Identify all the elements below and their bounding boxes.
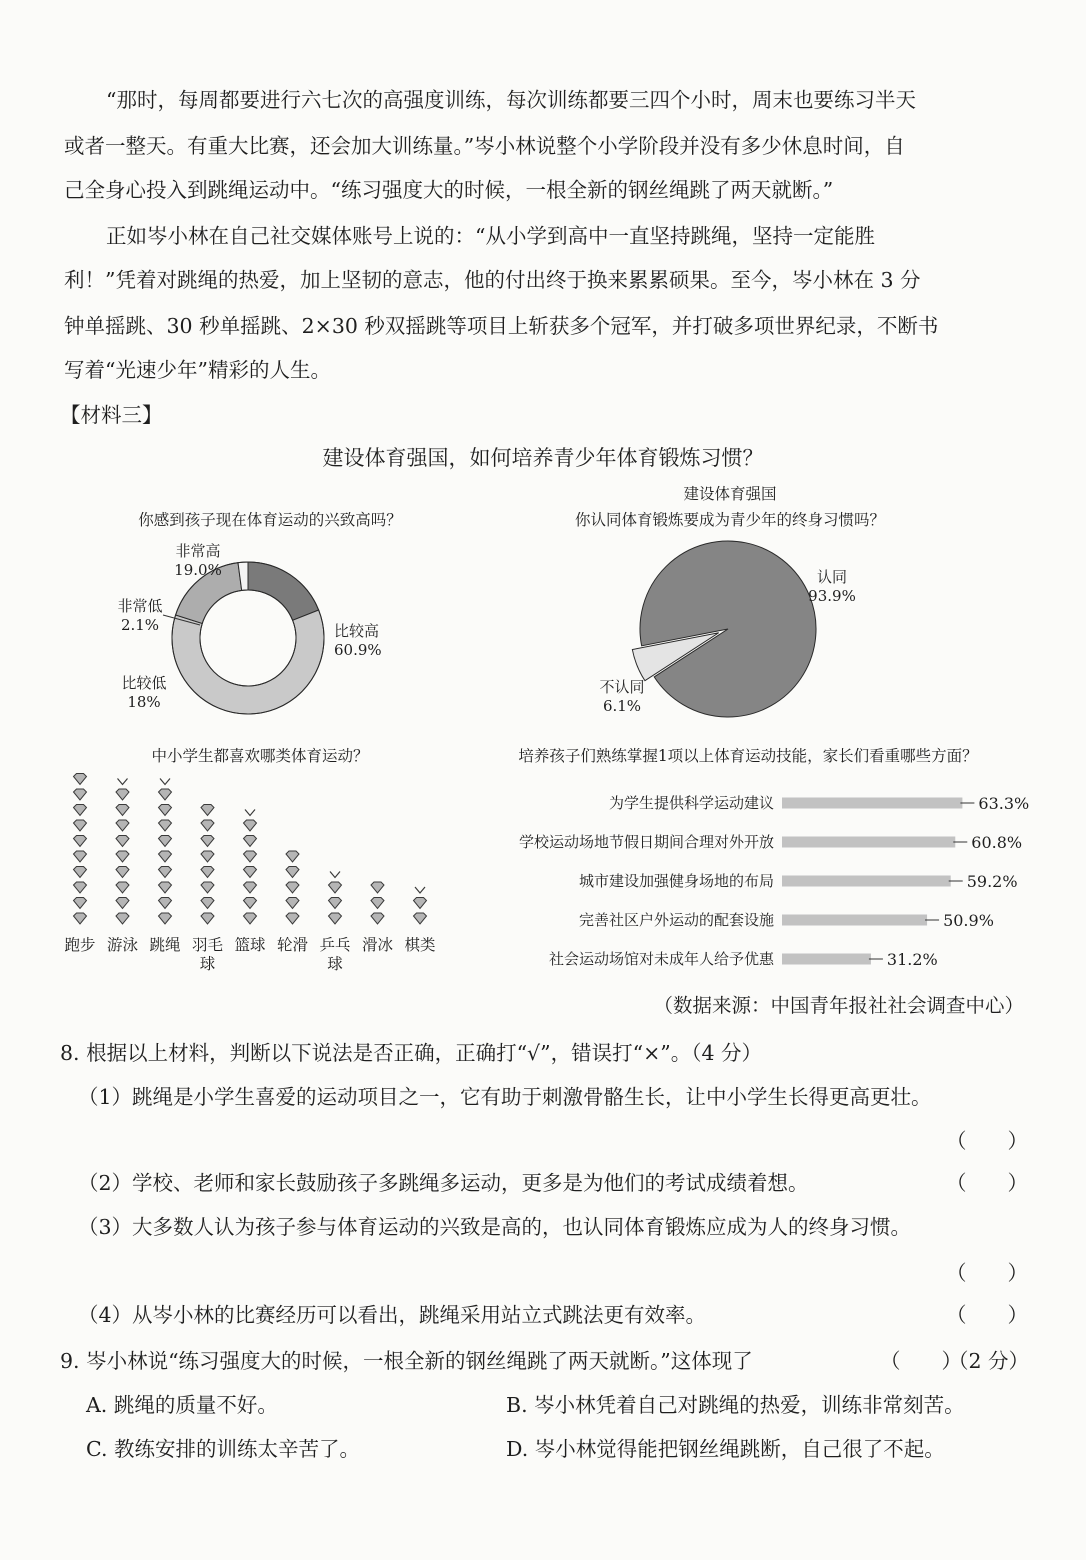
q9-stem: 9. 岑小林说“练习强度大的时候，一根全新的钢丝绳跳了两天就断。”这体现了 [60,1349,753,1373]
hbar-category-label: 城市建设加强健身场地的布局 [578,872,774,890]
hbar-bar [782,954,871,965]
pictogram-icon [74,820,87,831]
pictogram-icon [116,867,129,878]
pictogram-icon [74,851,87,862]
pictogram-category-label: 羽毛 [191,936,224,954]
pie-label-disagree-name: 不认同 [599,678,645,696]
pictogram-icon [371,882,384,893]
q9-option-c[interactable]: C. 教练安排的训练太辛苦了。 [86,1437,360,1461]
pie-header: 建设体育强国 [683,485,777,503]
pictogram-icon [116,805,129,816]
p2-line-1: 正如岑小林在自己社交媒体账号上说的：“从小学到高中一直坚持跳绳，坚持一定能胜 [106,224,875,248]
donut-label-very-high-value: 19.0% [174,561,222,579]
pictogram-icon [201,898,214,909]
pictogram-icon [74,882,87,893]
donut-label-low [114,674,174,712]
pictogram-icon [286,851,299,862]
pictogram-icon [159,867,172,878]
pictogram-category-label: 球 [199,955,216,973]
pictogram-icon [74,805,87,816]
hbar-chart [430,785,1030,970]
donut-label-low-value: 18% [127,693,161,711]
pictogram-icon [159,836,172,847]
pie-label-agree [800,568,864,606]
pictogram-icon [159,851,172,862]
pictogram-icon [159,820,172,831]
pictogram-category-label: 球 [327,955,343,973]
pictogram-icon-partial [330,872,340,878]
pictogram-icon [286,882,299,893]
donut-label-very-low-name: 非常低 [117,597,163,615]
pictogram-icon [201,805,214,816]
donut-slice-1 [172,610,324,714]
donut-label-high-name: 比较高 [334,622,380,640]
hbar-category-label: 社会运动场馆对未成年人给予优惠 [548,950,774,968]
pictogram-icon [286,913,299,924]
infographic-title: 建设体育强国，如何培养青少年体育锻炼习惯？ [322,446,764,470]
pictogram-icon [244,867,257,878]
hbar-value-label: 60.8% [971,833,1023,852]
pictogram-category-label: 游泳 [106,936,139,954]
p1-line-2: 或者一整天。有重大比赛，还会加大训练量。”岑小林说整个小学阶段并没有多少休息时间，自 [64,134,905,158]
pictogram-icon [116,851,129,862]
hbar-value-label: 59.2% [966,872,1018,891]
pie-label-agree-name: 认同 [816,568,847,586]
pictogram-category-label: 跳绳 [149,936,181,954]
pictogram-icon [329,898,342,909]
pictogram-icon-partial [415,887,425,893]
pictogram-icon [116,820,129,831]
donut-label-low-name: 比较低 [121,674,167,692]
donut-label-very-high-name: 非常高 [175,542,221,560]
pictogram-icon [201,882,214,893]
pictogram-icon [201,913,214,924]
pictogram-icon-partial [118,779,128,785]
pictogram-icon [74,913,87,924]
pictogram-icon [244,882,257,893]
pictogram-icon [74,836,87,847]
pictogram-icon [116,789,129,800]
pictogram-category-label: 篮球 [234,936,266,954]
pictogram-category-label: 轮滑 [276,936,309,954]
pictogram-icon [201,867,214,878]
pictogram-icon [371,913,384,924]
pictogram-icon [116,913,129,924]
pictogram-icon [201,820,214,831]
pie-label-disagree-value: 6.1% [602,697,642,715]
q8-item-1: （1）跳绳是小学生喜爱的运动项目之一，它有助于刺激骨骼生长，让中小学生长得更高更壮。 [78,1085,932,1109]
q8-item-3: （3）大多数人认为孩子参与体育运动的兴致是高的，也认同体育锻炼应成为人的终身习惯。 [78,1215,912,1239]
pictogram-icon [74,867,87,878]
q8-item-2-blank[interactable]: （ ） [946,1171,1028,1195]
pictogram-icon-partial [160,779,170,785]
donut-label-high-value: 60.9% [334,641,382,659]
pictogram-icon [159,913,172,924]
donut-label-very-low-value: 2.1% [120,616,160,634]
pictogram-category-label: 棋类 [404,936,436,954]
pie-label-disagree [592,678,652,716]
p2-line-4: 写着“光速少年”精彩的人生。 [64,358,331,382]
pictogram-category-label: 跑步 [64,936,96,954]
pictogram-icon [286,898,299,909]
q8-item-1-blank[interactable]: （ ） [946,1129,1028,1153]
pictogram-icon [159,898,172,909]
q9-points: （2 分） [948,1349,1030,1373]
pictogram-icon [329,913,342,924]
pictogram-category-label: 滑冰 [361,936,394,954]
data-source: （数据来源：中国青年报社社会调查中心） [653,994,1024,1017]
pictogram-icon [244,820,257,831]
pictogram-icon [116,836,129,847]
donut-label-very-high [168,542,228,580]
hbar-value-label: 31.2% [886,950,938,969]
pictogram-title: 中小学生都喜欢哪类体育运动？ [151,747,369,765]
q9-blank[interactable]: （ ） [880,1349,962,1373]
pictogram-icon [74,774,87,785]
pie-label-agree-value: 93.9% [808,587,856,605]
pictogram-icon [329,882,342,893]
p1-line-3: 己全身心投入到跳绳运动中。“练习强度大的时候，一根全新的钢丝绳跳了两天就断。” [64,178,834,202]
material-label: 【材料三】 [60,403,163,427]
pictogram-icon [371,898,384,909]
hbar-bar [782,837,955,848]
q9-option-b[interactable]: B. 岑小林凭着自己对跳绳的热爱，训练非常刻苦。 [506,1393,965,1417]
donut-label-high [334,622,404,660]
pictogram-icon [74,789,87,800]
pictogram-icon [116,898,129,909]
pie-chart-title: 你认同体育锻炼要成为青少年的终身习惯吗？ [574,511,885,529]
hbar-value-label: 50.9% [943,911,994,930]
hbar-category-label: 学校运动场地节假日期间合理对外开放 [518,833,774,851]
pictogram-icon [74,898,87,909]
pie-slice-agree [640,541,816,717]
pictogram-icon [116,882,129,893]
pictogram-icon [159,805,172,816]
hbar-category-label: 为学生提供科学运动建议 [608,794,774,812]
pictogram-chart [50,760,460,975]
hbar-bar [782,915,927,926]
hbar-chart-title: 培养孩子们熟练掌握1项以上体育运动技能，家长们看重哪些方面？ [518,747,978,765]
pictogram-icon [244,898,257,909]
q8-item-2: （2）学校、老师和家长鼓励孩子多跳绳多运动，更多是为他们的考试成绩着想。 [78,1171,809,1195]
pictogram-icon [286,867,299,878]
pictogram-icon [159,882,172,893]
pictogram-icon [159,789,172,800]
q9-option-a[interactable]: A. 跳绳的质量不好。 [86,1393,278,1417]
q9-option-d[interactable]: D. 岑小林觉得能把钢丝绳跳断，自己很了不起。 [506,1437,945,1461]
donut-label-very-low [112,597,168,635]
q8-stem: 8. 根据以上材料，判断以下说法是否正确，正确打“√”，错误打“×”。（4 分） [60,1041,763,1065]
pictogram-icon-partial [245,810,255,816]
hbar-value-label: 63.3% [978,794,1030,813]
hbar-bar [782,876,951,887]
pictogram-category-label: 乒乓 [319,936,351,954]
hbar-category-label: 完善社区户外运动的配套设施 [578,911,774,929]
pictogram-icon [201,836,214,847]
p2-line-2: 利！”凭着对跳绳的热爱，加上坚韧的意志，他的付出终于换来累累硕果。至今，岑小林在 3 分 [64,268,921,292]
hbar-bar [782,798,962,809]
q8-item-3-blank[interactable]: （ ） [946,1261,1028,1285]
pie-chart [620,535,840,725]
q8-item-4-blank[interactable]: （ ） [946,1303,1028,1327]
pictogram-icon [414,913,427,924]
pictogram-icon [244,913,257,924]
pictogram-icon [244,851,257,862]
pictogram-icon [201,851,214,862]
p2-line-3: 钟单摇跳、30 秒单摇跳、2×30 秒双摇跳等项目上斩获多个冠军，并打破多项世界纪录，不断书 [64,314,939,338]
pictogram-icon [244,836,257,847]
donut-chart-title: 你感到孩子现在体育运动的兴致高吗？ [138,511,402,529]
p1-line-1: “那时，每周都要进行六七次的高强度训练，每次训练都要三四个小时，周末也要练习半天 [106,88,916,112]
q8-item-4: （4）从岑小林的比赛经历可以看出，跳绳采用站立式跳法更有效率。 [78,1303,707,1327]
pictogram-icon [414,898,427,909]
